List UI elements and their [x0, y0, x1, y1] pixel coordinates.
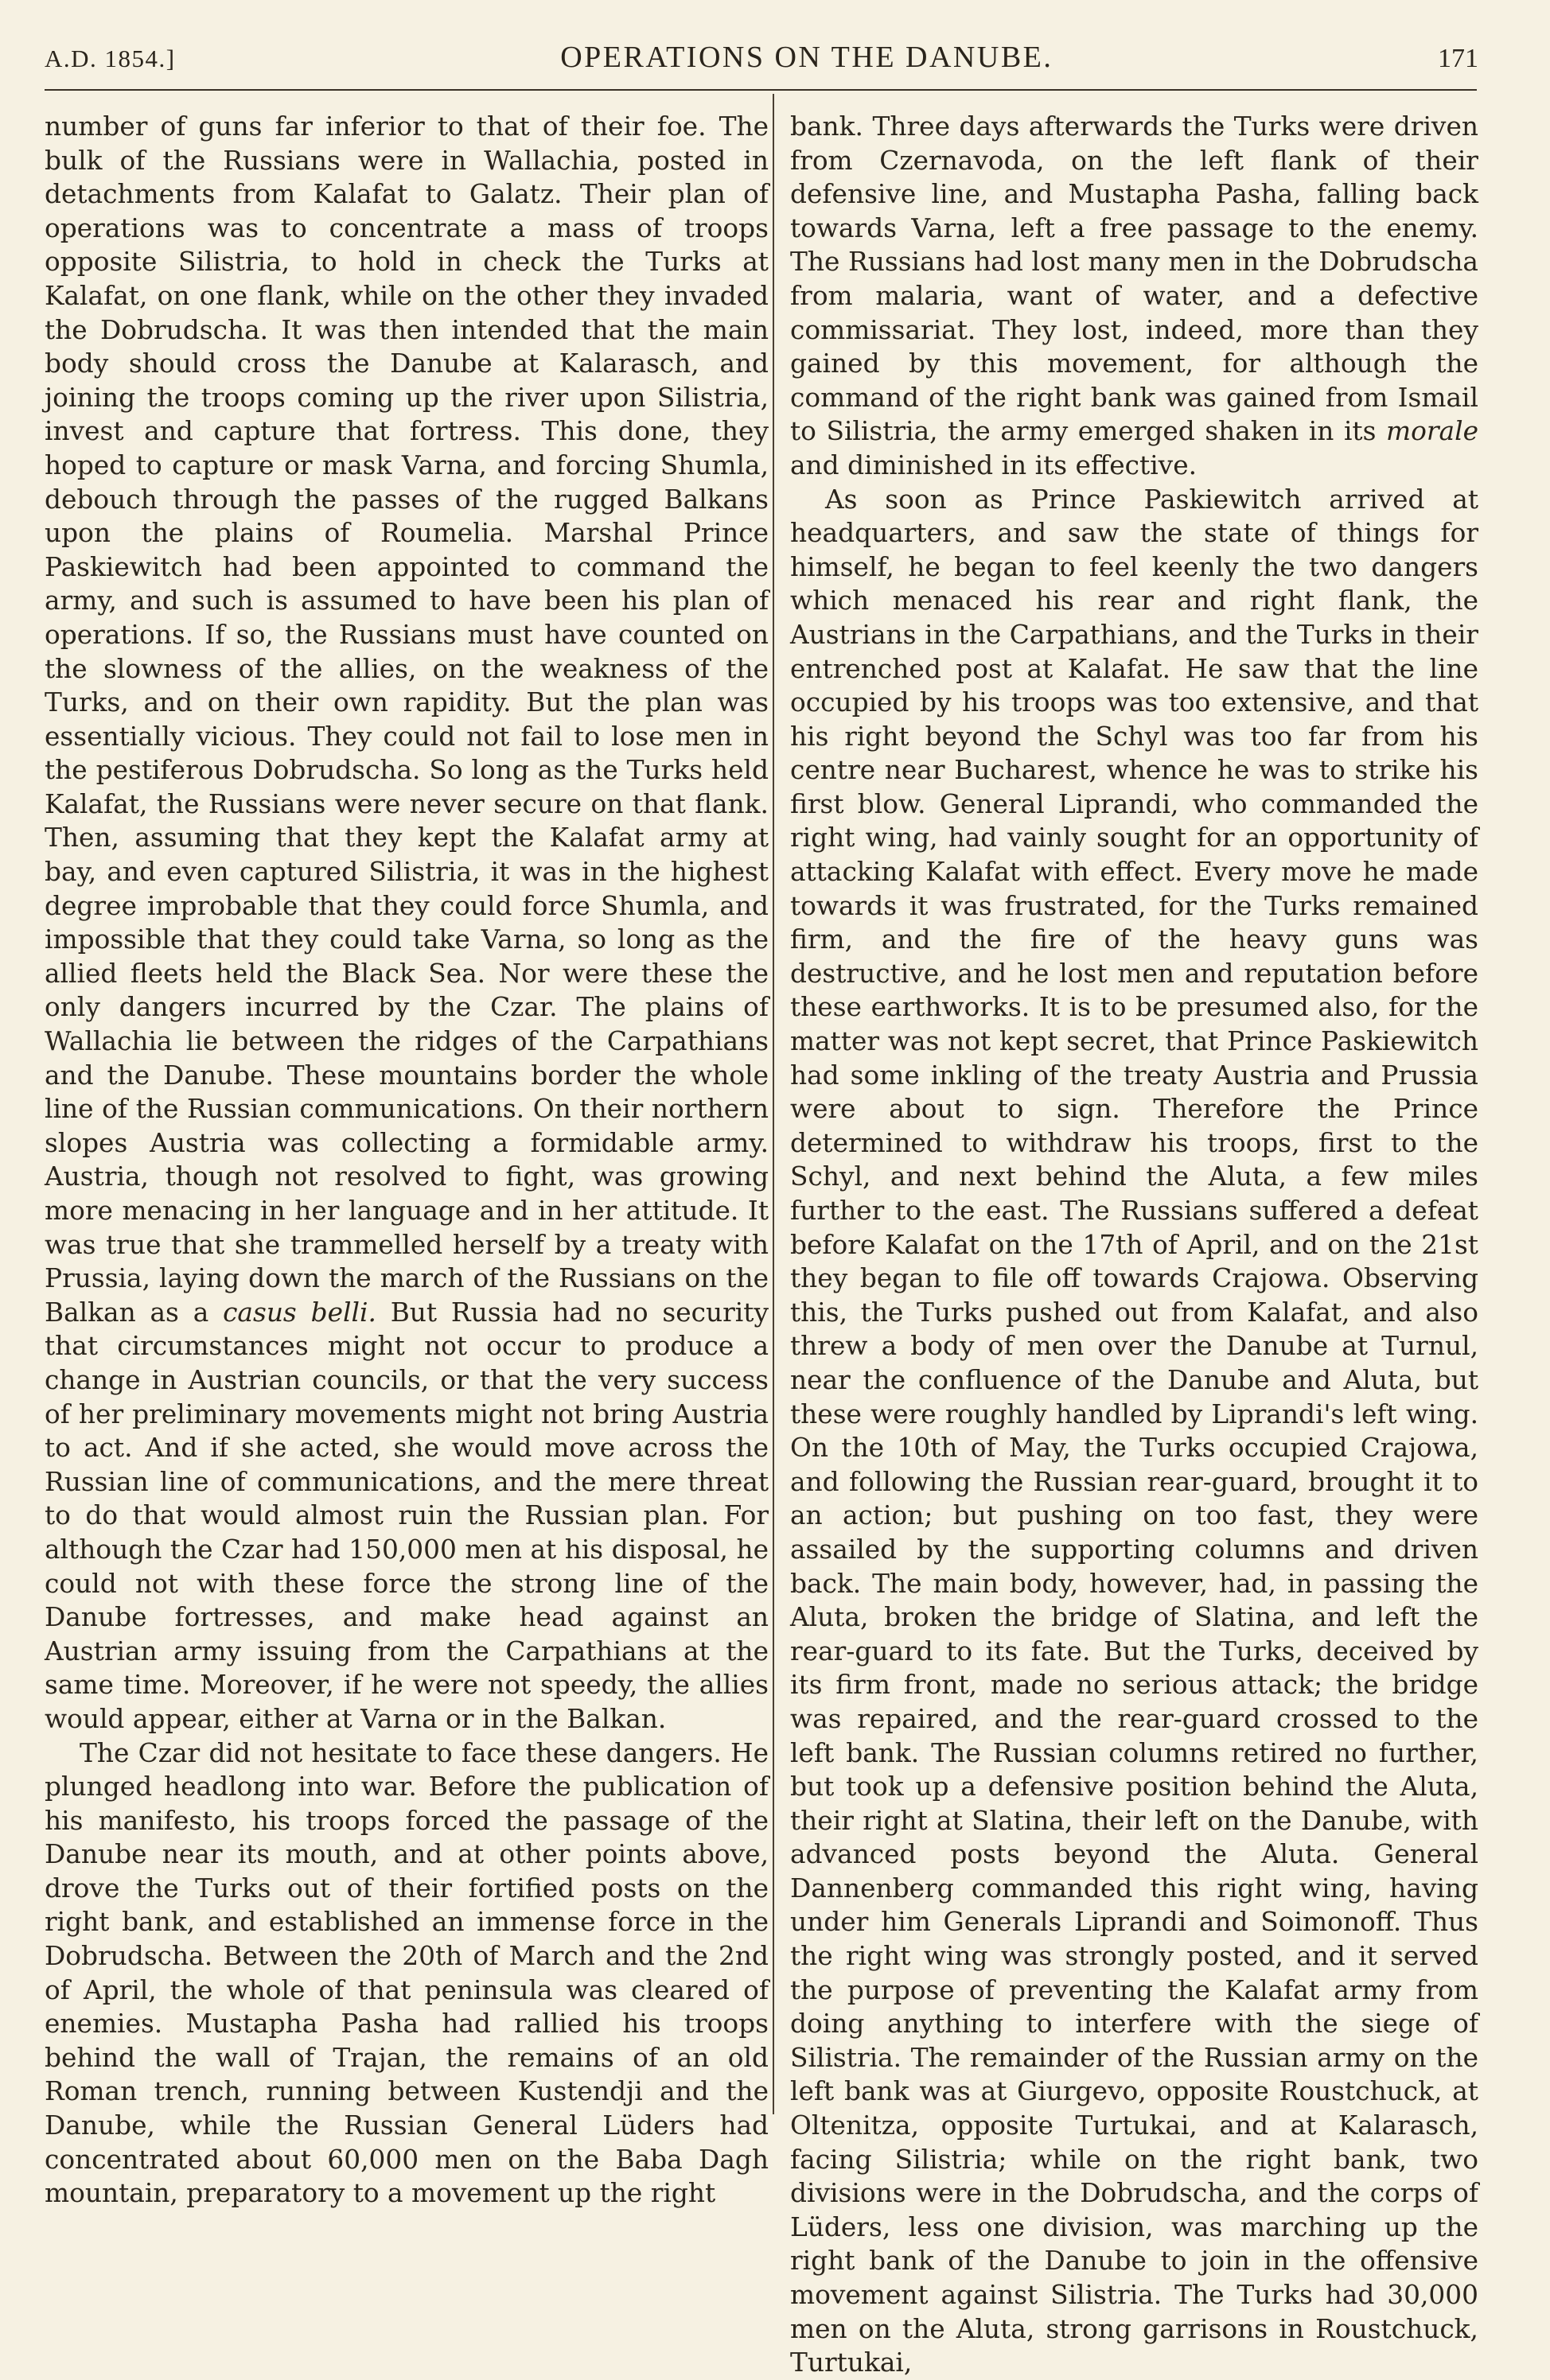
page-number: 171 [1438, 44, 1478, 73]
running-header [45, 40, 1478, 88]
right-paragraph-1 [790, 110, 1478, 483]
left-paragraph-1-text: number of guns far inferior to that of their foe. The bulk of the Russians were in Wallachia, posted in detachments from Kalafat to Galatz. Their plan of operations was to concentrate a mass of troops opposite Silistria, to hold in check the Turks at Kalafat, on one flank, while on the other they invaded the Dobrudscha. It was then intended that the main body should cross the Danube at Kalarasch, and joining the troops coming up the river upon Silistria, invest and capture that fortress. This done, they hoped to capture or mask Varna, and forcing Shumla, debouch through the passes of the rugged Balkans upon the plains of Roumelia. Marshal Prince Paskiewitch had been appointed to command the army, and such is assumed to have been his plan of operations. If so, the Russians must have counted on the slowness of the allies, on the weakness of the Turks, and on their own rapidity. But the plan was essentially vicious. They could not fail to lose men in the pestiferous Dobrudscha. So long as the Turks held Kalafat, the Russians were never secure on that flank. Then, assuming that they kept the Kalafat army at bay, and even captured Silistria, it was in the highest degree improbable that they could force Shumla, and impossible that they could take Varna, so long as the allied fleets held the Black Sea. Nor were these the only dangers incurred by the Czar. The plains of Wallachia lie between the ridges of the Carpathians and the Danube. These mountains border the whole line of the Russian communications. On their northern slopes Austria was collecting a formidable army. Austria, though not resolved to fight, was growing more menacing in her language and in her attitude. It was true that she trammelled herself by a treaty with Prussia, laying down the march of the Russians on the Balkan as a [45, 111, 769, 1328]
header-date: A.D. 1854.] [45, 45, 176, 72]
left-paragraph-2: The Czar did not hesitate to face these dangers. He plunged headlong into war. Before the publication of his manifesto, his troops forced the passage of the Danube near its mouth, and at other points above, drove the Turks out of their fortified posts on the right bank, and established an immense force in the Dobrudscha. Between the 20th of March and the 2nd of April, the whole of that peninsula was cleared of enemies. Mustapha Pasha had rallied his troops behind the wall of Trajan, the remains of an old Roman trench, running between Kustendji and the Danube, while the Russian General Lüders had concentrated about 60,000 men on the Baba Dagh mountain, preparatory to a movement up the right [45, 1737, 769, 2209]
left-paragraph-1-end: But Russia had no security that circumstances might not occur to produce a change in Austrian councils, or that the very success of her preliminary movements might not bring Austria to act. And if she acted, she would move across the Russian line of communications, and the mere threat to do that would almost ruin the Russian plan. For although the Czar had 150,000 men at his disposal, he could not with these force the strong line of the Danube fortresses, and make head against an Austrian army issuing from the Carpathians at the same time. Moreover, if he were not speedy, the allies would appear, either at Varna or in the Balkan. [45, 1297, 769, 1734]
right-paragraph-2: As soon as Prince Paskiewitch arrived at headquarters, and saw the state of things for himself, he began to feel keenly the two dangers which menaced his rear and right flank, the Austrians in the Carpathians, and the Turks in their entrenched post at Kalafat. He saw that the line occupied by his troops was too extensive, and that his right beyond the Schyl was too far from his centre near Bucharest, whence he was to strike his first blow. General Liprandi, who commanded the right wing, had vainly sought for an opportunity of attacking Kalafat with effect. Every move he made towards it was frustrated, for the Turks remained firm, and the fire of the heavy guns was destructive, and he lost men and reputation before these earthworks. It is to be presumed also, for the matter was not kept secret, that Prince Paskiewitch had some inkling of the treaty Austria and Prussia were about to sign. Therefore the Prince determined to withdraw his troops, first to the Schyl, and next behind the Aluta, a few miles further to the east. The Russians suffered a defeat before Kalafat on the 17th of April, and on the 21st they began to file off towards Crajowa. Observing this, the Turks pushed out from Kalafat, and also threw a body of men over the Danube at Turnul, near the confluence of the Danube and Aluta, but these were roughly handled by Liprandi's left wing. On the 10th of May, the Turks occupied Crajowa, and following the Russian rear-guard, brought it to an action; but pushing on too fast, they were assailed by the supporting columns and driven back. The main body, however, had, in passing the Aluta, broken the bridge of Slatina, and left the rear-guard to its fate. But the Turks, deceived by its firm front, made no serious attack; the bridge was repaired, and the rear-guard crossed to the left bank. The Russian columns retired no further, but took up a defensive position behind the Aluta, their right at Slatina, their left on the Danube, with advanced posts beyond the Aluta. General Dannenberg commanded this right wing, having under him Generals Liprandi and Soimonoff. Thus the right wing was strongly posted, and it served the purpose of preventing the Kalafat army from doing anything to interfere with the siege of Silistria. The remainder of the Russian army on the left bank was at Giurgevo, opposite Roustchuck, at Oltenitza, opposite Turtukai, and at Kalarasch, facing Silistria; while on the right bank, two divisions were in the Dobrudscha, and the corps of Lüders, less one division, was marching up the right bank of the Danube to join in the offensive movement against Silistria. The Turks had 30,000 men on the Aluta, strong garrisons in Roustchuck, Turtukai, [790, 484, 1478, 2378]
header-rule [45, 89, 1477, 91]
right-paragraph-1-end: and diminished in its effective. [790, 449, 1198, 480]
right-column [790, 110, 1478, 2380]
left-column [45, 110, 769, 2211]
left-paragraph-1-italic: casus belli. [223, 1297, 376, 1328]
page-title: OPERATIONS ON THE DANUBE. [560, 41, 1053, 74]
right-paragraph-1-italic: morale [1386, 416, 1478, 447]
column-divider [773, 94, 774, 2114]
right-paragraph-1-text: bank. Three days afterwards the Turks were driven from Czernavoda, on the left flank of their defensive line, and Mustapha Pasha, falling back towards Varna, left a free passage to the enemy. The Russians had lost many men in the Dobrudscha from malaria, want of water, and a defective commissariat. They lost, indeed, more than they gained by this movement, for although the command of the right bank was gained from Ismail to Silistria, the army emerged shaken in its [790, 111, 1478, 447]
left-paragraph-1 [45, 110, 769, 1736]
